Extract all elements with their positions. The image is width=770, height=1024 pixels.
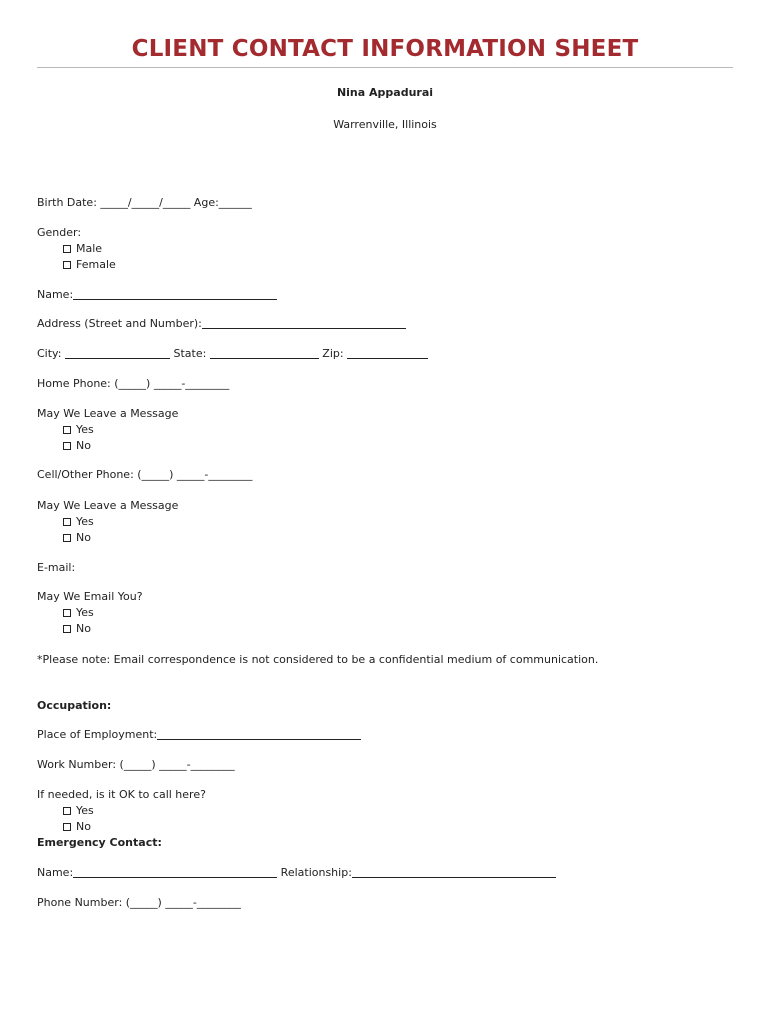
emergency-name-blank[interactable] xyxy=(73,866,277,878)
option-label: Yes xyxy=(76,515,94,528)
checkbox-icon[interactable] xyxy=(63,426,71,434)
email-field[interactable]: E-mail: xyxy=(37,561,76,574)
option-label: No xyxy=(76,531,91,544)
option-label: Yes xyxy=(76,804,94,817)
option-label: No xyxy=(76,820,91,833)
work-number-field[interactable]: Work Number: (_____) _____-________ xyxy=(37,758,235,771)
name-blank[interactable] xyxy=(73,288,277,300)
document-title: CLIENT CONTACT INFORMATION SHEET xyxy=(131,36,639,62)
name-label: Name: xyxy=(37,288,74,301)
cell-message-yes[interactable] xyxy=(63,515,94,529)
emergency-heading: Emergency Contact: xyxy=(37,836,162,849)
checkbox-icon[interactable] xyxy=(63,245,71,253)
home-message-no[interactable] xyxy=(63,439,91,453)
option-label: Female xyxy=(76,258,116,271)
ok-to-call-yes[interactable] xyxy=(63,804,94,818)
option-label: No xyxy=(76,439,91,452)
email-permission-no[interactable] xyxy=(63,622,91,636)
employment-field[interactable] xyxy=(37,728,361,742)
cell-message-label: May We Leave a Message xyxy=(37,499,179,512)
client-location: Warrenville, Illinois xyxy=(333,118,437,131)
address-label: Address (Street and Number): xyxy=(37,317,202,330)
checkbox-icon[interactable] xyxy=(63,625,71,633)
employment-label: Place of Employment: xyxy=(37,728,158,741)
state-label: State: xyxy=(173,347,207,360)
city-state-zip-row xyxy=(37,347,428,361)
relationship-label: Relationship: xyxy=(280,866,352,879)
emergency-name-label: Name: xyxy=(37,866,74,879)
title-divider xyxy=(37,67,733,68)
state-blank[interactable] xyxy=(210,347,319,359)
checkbox-icon[interactable] xyxy=(63,442,71,450)
birth-date-field[interactable]: Birth Date: _____/_____/_____ Age:______ xyxy=(37,196,252,209)
address-field[interactable] xyxy=(37,317,406,331)
city-label: City: xyxy=(37,347,62,360)
city-blank[interactable] xyxy=(65,347,170,359)
email-permission-yes[interactable] xyxy=(63,606,94,620)
checkbox-icon[interactable] xyxy=(63,534,71,542)
option-label: Yes xyxy=(76,423,94,436)
home-message-yes[interactable] xyxy=(63,423,94,437)
cell-phone-field[interactable]: Cell/Other Phone: (_____) _____-________ xyxy=(37,468,253,481)
gender-option-female[interactable] xyxy=(63,258,116,272)
checkbox-icon[interactable] xyxy=(63,807,71,815)
option-label: No xyxy=(76,622,91,635)
checkbox-icon[interactable] xyxy=(63,518,71,526)
ok-to-call-no[interactable] xyxy=(63,820,91,834)
client-name: Nina Appadurai xyxy=(336,86,434,99)
checkbox-icon[interactable] xyxy=(63,261,71,269)
relationship-blank[interactable] xyxy=(352,866,556,878)
emergency-name-row xyxy=(37,866,556,880)
gender-option-male[interactable] xyxy=(63,242,102,256)
email-permission-label: May We Email You? xyxy=(37,590,143,603)
zip-blank[interactable] xyxy=(347,347,428,359)
checkbox-icon[interactable] xyxy=(63,609,71,617)
checkbox-icon[interactable] xyxy=(63,823,71,831)
ok-to-call-label: If needed, is it OK to call here? xyxy=(37,788,206,801)
name-field[interactable] xyxy=(37,288,277,302)
option-label: Male xyxy=(76,242,103,255)
cell-message-no[interactable] xyxy=(63,531,91,545)
emergency-phone-field[interactable]: Phone Number: (_____) _____-________ xyxy=(37,896,241,909)
option-label: Yes xyxy=(76,606,94,619)
email-note: *Please note: Email correspondence is not considered to be a confidential medium of communication. xyxy=(37,653,599,666)
home-message-label: May We Leave a Message xyxy=(37,407,179,420)
address-blank[interactable] xyxy=(202,317,406,329)
zip-label: Zip: xyxy=(322,347,344,360)
home-phone-field[interactable]: Home Phone: (_____) _____-________ xyxy=(37,377,230,390)
employment-blank[interactable] xyxy=(157,728,361,740)
gender-label: Gender: xyxy=(37,226,82,239)
occupation-heading: Occupation: xyxy=(37,699,112,712)
